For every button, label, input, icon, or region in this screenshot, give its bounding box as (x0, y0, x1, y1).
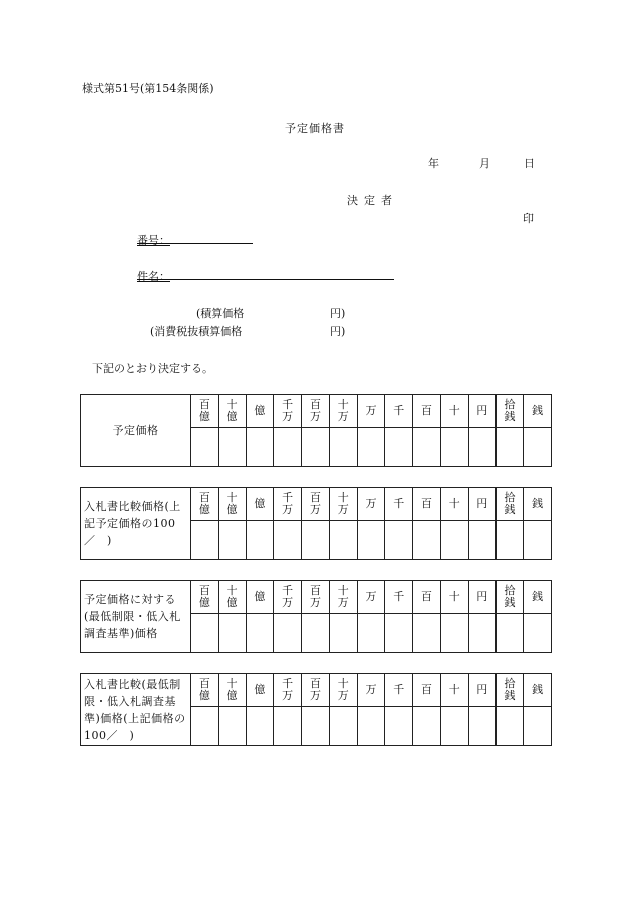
unit-header: 百万 (302, 674, 330, 707)
unit-header: 百万 (302, 488, 330, 521)
section-label-2: 入札書比較価格(上記予定価格の100／ ) (81, 488, 191, 560)
unit-header: 拾銭 (496, 488, 524, 521)
digit-cell[interactable] (524, 614, 552, 653)
unit-header: 銭 (524, 581, 552, 614)
document-title: 予定価格書 (285, 122, 345, 135)
digit-cell[interactable] (191, 614, 219, 653)
unit-header: 十万 (329, 674, 357, 707)
unit-header: 千万 (274, 674, 302, 707)
digit-cell[interactable] (246, 614, 274, 653)
unit-header: 十億 (218, 581, 246, 614)
subject-field-line (137, 279, 394, 280)
digit-cell[interactable] (274, 521, 302, 560)
unit-header: 億 (246, 488, 274, 521)
unit-header: 百億 (191, 674, 219, 707)
unit-header: 千 (385, 395, 413, 428)
digit-cell[interactable] (218, 707, 246, 746)
unit-header: 十 (440, 581, 468, 614)
digit-cell[interactable] (329, 521, 357, 560)
price-table-1 (80, 394, 552, 467)
digit-cell[interactable] (524, 707, 552, 746)
digit-cell[interactable] (496, 428, 524, 467)
digit-cell[interactable] (302, 707, 330, 746)
digit-cell[interactable] (468, 614, 496, 653)
digit-cell[interactable] (496, 707, 524, 746)
digit-cell[interactable] (440, 707, 468, 746)
unit-header: 万 (357, 488, 385, 521)
digit-cell[interactable] (357, 707, 385, 746)
unit-header: 千 (385, 488, 413, 521)
digit-cell[interactable] (274, 428, 302, 467)
estimate-price-label: (積算価格 (196, 307, 245, 320)
intro-text: 下記のとおり決定する。 (92, 362, 213, 375)
digit-cell[interactable] (191, 707, 219, 746)
unit-header: 十億 (218, 488, 246, 521)
digit-cell[interactable] (440, 521, 468, 560)
date-month-label: 月 (479, 157, 490, 170)
digit-cell[interactable] (302, 521, 330, 560)
digit-cell[interactable] (274, 614, 302, 653)
unit-header: 百 (413, 674, 441, 707)
unit-header: 円 (468, 488, 496, 521)
digit-cell[interactable] (385, 521, 413, 560)
section-label-3: 予定価格に対する(最低制限・低入札調査基準)価格 (81, 581, 191, 653)
digit-cell[interactable] (440, 614, 468, 653)
unit-header: 円 (468, 395, 496, 428)
unit-header: 千 (385, 581, 413, 614)
digit-cell[interactable] (413, 614, 441, 653)
digit-cell[interactable] (385, 707, 413, 746)
unit-header: 億 (246, 581, 274, 614)
decider-label: 決定者 (347, 194, 398, 207)
section-label-4: 入札書比較(最低制限・低入札調査基準)価格(上記価格の100／ ) (81, 674, 191, 746)
digit-cell[interactable] (496, 521, 524, 560)
section-label-1: 予定価格 (81, 395, 191, 467)
estimate-price-excl-tax-unit: 円) (330, 325, 346, 338)
digit-cell[interactable] (218, 428, 246, 467)
unit-header: 百 (413, 488, 441, 521)
seal-label: 印 (523, 212, 534, 225)
unit-header: 百億 (191, 488, 219, 521)
unit-header: 十 (440, 395, 468, 428)
unit-header: 十万 (329, 581, 357, 614)
digit-cell[interactable] (468, 521, 496, 560)
digit-cell[interactable] (246, 428, 274, 467)
unit-header: 銭 (524, 674, 552, 707)
unit-header: 万 (357, 581, 385, 614)
subject-label: 件名： (137, 270, 170, 283)
digit-cell[interactable] (274, 707, 302, 746)
unit-header: 百 (413, 581, 441, 614)
unit-header: 円 (468, 581, 496, 614)
date-day-label: 日 (524, 157, 535, 170)
unit-header: 百億 (191, 395, 219, 428)
digit-cell[interactable] (246, 707, 274, 746)
digit-cell[interactable] (357, 521, 385, 560)
number-label: 番号： (137, 234, 170, 247)
unit-header: 億 (246, 395, 274, 428)
digit-cell[interactable] (218, 614, 246, 653)
estimate-price-unit: 円) (330, 307, 346, 320)
unit-header: 十万 (329, 395, 357, 428)
digit-cell[interactable] (246, 521, 274, 560)
digit-cell[interactable] (191, 428, 219, 467)
digit-cell[interactable] (524, 521, 552, 560)
price-table-3 (80, 580, 552, 653)
digit-cell[interactable] (468, 428, 496, 467)
digit-cell[interactable] (385, 428, 413, 467)
digit-cell[interactable] (302, 428, 330, 467)
unit-header: 銭 (524, 488, 552, 521)
unit-header: 千万 (274, 488, 302, 521)
digit-cell[interactable] (496, 614, 524, 653)
digit-cell[interactable] (302, 614, 330, 653)
unit-header: 十万 (329, 488, 357, 521)
unit-header: 百万 (302, 395, 330, 428)
estimate-price-excl-tax-label: (消費税抜積算価格 (150, 325, 243, 338)
number-field-line (137, 243, 253, 244)
unit-header: 拾銭 (496, 674, 524, 707)
price-table-2 (80, 487, 552, 560)
unit-header: 万 (357, 395, 385, 428)
digit-cell[interactable] (413, 428, 441, 467)
digit-cell[interactable] (524, 428, 552, 467)
unit-header: 拾銭 (496, 581, 524, 614)
digit-cell[interactable] (357, 614, 385, 653)
unit-header: 千 (385, 674, 413, 707)
unit-header: 億 (246, 674, 274, 707)
unit-header: 百 (413, 395, 441, 428)
digit-cell[interactable] (329, 428, 357, 467)
unit-header: 拾銭 (496, 395, 524, 428)
digit-cell[interactable] (191, 521, 219, 560)
digit-cell[interactable] (218, 521, 246, 560)
digit-cell[interactable] (468, 707, 496, 746)
unit-header: 百万 (302, 581, 330, 614)
unit-header: 円 (468, 674, 496, 707)
date-year-label: 年 (428, 157, 439, 170)
unit-header: 千万 (274, 395, 302, 428)
unit-header: 十億 (218, 395, 246, 428)
form-number: 様式第51号(第154条関係) (82, 82, 214, 95)
digit-cell[interactable] (440, 428, 468, 467)
unit-header: 銭 (524, 395, 552, 428)
digit-cell[interactable] (413, 707, 441, 746)
unit-header: 十 (440, 674, 468, 707)
unit-header: 十 (440, 488, 468, 521)
digit-cell[interactable] (385, 614, 413, 653)
digit-cell[interactable] (329, 614, 357, 653)
price-table-4 (80, 673, 552, 746)
unit-header: 十億 (218, 674, 246, 707)
unit-header: 万 (357, 674, 385, 707)
unit-header: 百億 (191, 581, 219, 614)
unit-header: 千万 (274, 581, 302, 614)
digit-cell[interactable] (413, 521, 441, 560)
digit-cell[interactable] (357, 428, 385, 467)
digit-cell[interactable] (329, 707, 357, 746)
